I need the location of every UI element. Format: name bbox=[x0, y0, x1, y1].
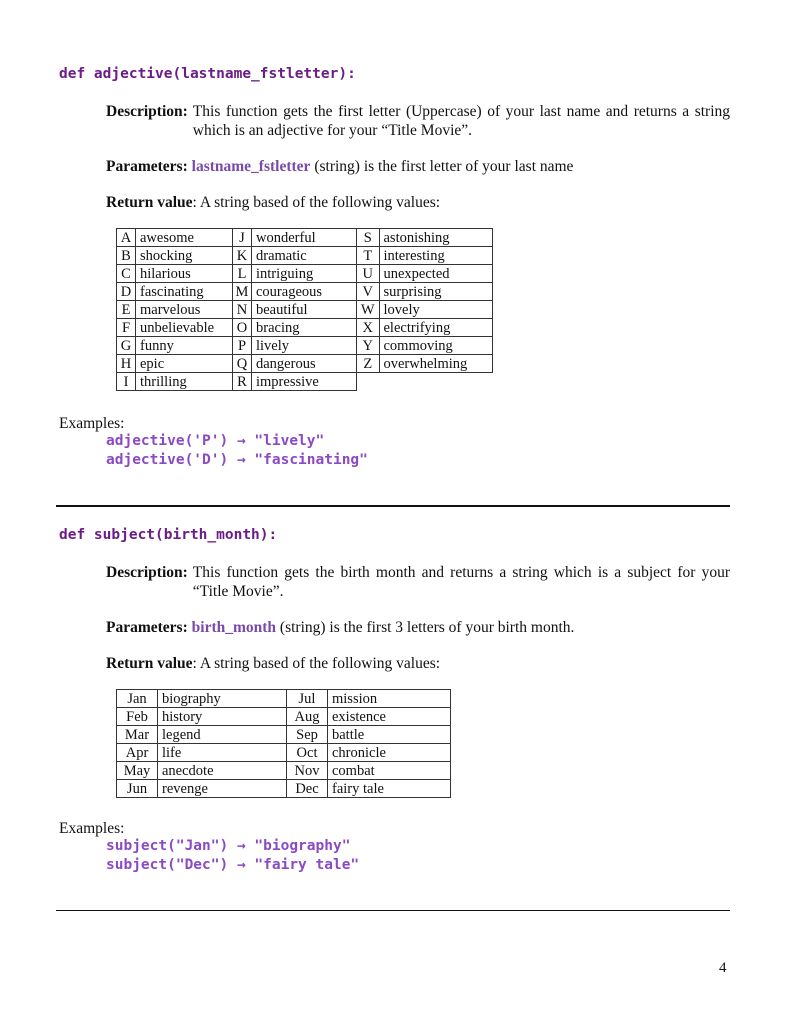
table-value-cell: beautiful bbox=[252, 301, 357, 319]
table-key-cell: H bbox=[117, 355, 136, 373]
adjective-examples-label: Examples: bbox=[59, 415, 125, 432]
parameters-label: Parameters: bbox=[106, 158, 188, 175]
section-divider bbox=[56, 910, 730, 911]
table-key-cell: Y bbox=[357, 337, 380, 355]
table-key-cell: K bbox=[233, 247, 252, 265]
adjective-signature: def adjective(lastname_fstletter): bbox=[59, 66, 356, 82]
table-value-cell: hilarious bbox=[136, 265, 233, 283]
subject-example-2: subject("Dec") → "fairy tale" bbox=[106, 857, 360, 873]
table-key-cell: Mar bbox=[117, 726, 158, 744]
table-key-cell: Aug bbox=[287, 708, 328, 726]
table-value-cell: overwhelming bbox=[379, 355, 492, 373]
table-empty-cell bbox=[357, 373, 380, 391]
table-row bbox=[117, 283, 493, 301]
table-row bbox=[117, 780, 451, 798]
table-value-cell: funny bbox=[136, 337, 233, 355]
table-value-cell: commoving bbox=[379, 337, 492, 355]
table-value-cell: battle bbox=[328, 726, 451, 744]
table-value-cell: legend bbox=[158, 726, 287, 744]
table-key-cell: A bbox=[117, 229, 136, 247]
table-value-cell: awesome bbox=[136, 229, 233, 247]
table-row bbox=[117, 247, 493, 265]
table-key-cell: Jul bbox=[287, 690, 328, 708]
parameter-text: (string) is the first 3 letters of your birth month. bbox=[276, 619, 575, 636]
table-key-cell: S bbox=[357, 229, 380, 247]
table-value-cell: courageous bbox=[252, 283, 357, 301]
table-key-cell: N bbox=[233, 301, 252, 319]
description-label: Description: bbox=[106, 564, 188, 581]
table-key-cell: Sep bbox=[287, 726, 328, 744]
table-key-cell: E bbox=[117, 301, 136, 319]
table-key-cell: Jun bbox=[117, 780, 158, 798]
subject-parameters bbox=[106, 618, 574, 637]
table-value-cell: interesting bbox=[379, 247, 492, 265]
table-value-cell: impressive bbox=[252, 373, 357, 391]
table-key-cell: Apr bbox=[117, 744, 158, 762]
table-row bbox=[117, 355, 493, 373]
adjective-example-2: adjective('D') → "fascinating" bbox=[106, 452, 368, 468]
table-value-cell: intriguing bbox=[252, 265, 357, 283]
table-empty-cell bbox=[379, 373, 492, 391]
table-row bbox=[117, 265, 493, 283]
table-row bbox=[117, 301, 493, 319]
table-value-cell: mission bbox=[328, 690, 451, 708]
table-key-cell: O bbox=[233, 319, 252, 337]
table-key-cell: Feb bbox=[117, 708, 158, 726]
description-text: This function gets the birth month and returns a string which is a subject for your “Title Movie”. bbox=[192, 564, 730, 600]
table-value-cell: dangerous bbox=[252, 355, 357, 373]
table-value-cell: epic bbox=[136, 355, 233, 373]
table-value-cell: wonderful bbox=[252, 229, 357, 247]
table-value-cell: bracing bbox=[252, 319, 357, 337]
adjective-letter-table bbox=[116, 228, 493, 391]
description-text: This function gets the first letter (Uppercase) of your last name and returns a string which is an adjective for your “Title Movie”. bbox=[192, 103, 730, 139]
adjective-return-value bbox=[106, 193, 440, 212]
table-row bbox=[117, 373, 493, 391]
table-key-cell: Nov bbox=[287, 762, 328, 780]
table-value-cell: biography bbox=[158, 690, 287, 708]
subject-month-table bbox=[116, 689, 451, 798]
table-value-cell: lively bbox=[252, 337, 357, 355]
table-key-cell: L bbox=[233, 265, 252, 283]
parameter-text: (string) is the first letter of your last name bbox=[310, 158, 574, 175]
table-key-cell: Dec bbox=[287, 780, 328, 798]
table-value-cell: fairy tale bbox=[328, 780, 451, 798]
table-value-cell: unbelievable bbox=[136, 319, 233, 337]
table-value-cell: life bbox=[158, 744, 287, 762]
table-row bbox=[117, 337, 493, 355]
table-key-cell: T bbox=[357, 247, 380, 265]
page-number: 4 bbox=[719, 960, 727, 976]
table-row bbox=[117, 726, 451, 744]
table-key-cell: V bbox=[357, 283, 380, 301]
table-key-cell: C bbox=[117, 265, 136, 283]
table-key-cell: I bbox=[117, 373, 136, 391]
table-value-cell: dramatic bbox=[252, 247, 357, 265]
adjective-parameters bbox=[106, 157, 573, 176]
table-value-cell: combat bbox=[328, 762, 451, 780]
table-key-cell: U bbox=[357, 265, 380, 283]
table-row bbox=[117, 762, 451, 780]
table-value-cell: existence bbox=[328, 708, 451, 726]
table-value-cell: revenge bbox=[158, 780, 287, 798]
table-key-cell: W bbox=[357, 301, 380, 319]
section-divider bbox=[56, 505, 730, 507]
table-key-cell: Jan bbox=[117, 690, 158, 708]
table-value-cell: thrilling bbox=[136, 373, 233, 391]
adjective-description bbox=[106, 102, 730, 140]
adjective-example-1: adjective('P') → "lively" bbox=[106, 433, 325, 449]
subject-example-1: subject("Jan") → "biography" bbox=[106, 838, 351, 854]
table-value-cell: marvelous bbox=[136, 301, 233, 319]
table-value-cell: lovely bbox=[379, 301, 492, 319]
table-key-cell: Oct bbox=[287, 744, 328, 762]
return-text: : A string based of the following values: bbox=[192, 655, 441, 672]
table-key-cell: J bbox=[233, 229, 252, 247]
table-value-cell: unexpected bbox=[379, 265, 492, 283]
table-key-cell: Z bbox=[357, 355, 380, 373]
table-row bbox=[117, 319, 493, 337]
table-value-cell: history bbox=[158, 708, 287, 726]
table-key-cell: R bbox=[233, 373, 252, 391]
table-key-cell: X bbox=[357, 319, 380, 337]
table-row bbox=[117, 690, 451, 708]
table-value-cell: astonishing bbox=[379, 229, 492, 247]
table-row bbox=[117, 744, 451, 762]
table-key-cell: Q bbox=[233, 355, 252, 373]
table-key-cell: F bbox=[117, 319, 136, 337]
table-value-cell: electrifying bbox=[379, 319, 492, 337]
subject-signature: def subject(birth_month): bbox=[59, 527, 278, 543]
table-value-cell: shocking bbox=[136, 247, 233, 265]
parameters-label: Parameters: bbox=[106, 619, 188, 636]
table-value-cell: anecdote bbox=[158, 762, 287, 780]
table-key-cell: P bbox=[233, 337, 252, 355]
subject-description bbox=[106, 563, 730, 601]
subject-return-value bbox=[106, 654, 440, 673]
table-row bbox=[117, 708, 451, 726]
table-key-cell: M bbox=[233, 283, 252, 301]
return-label: Return value bbox=[106, 655, 193, 672]
return-text: : A string based of the following values: bbox=[192, 194, 441, 211]
return-label: Return value bbox=[106, 194, 193, 211]
table-key-cell: May bbox=[117, 762, 158, 780]
description-label: Description: bbox=[106, 103, 188, 120]
table-row bbox=[117, 229, 493, 247]
subject-examples-label: Examples: bbox=[59, 820, 125, 837]
table-value-cell: chronicle bbox=[328, 744, 451, 762]
table-key-cell: D bbox=[117, 283, 136, 301]
parameter-name: lastname_fstletter bbox=[191, 158, 311, 175]
table-key-cell: G bbox=[117, 337, 136, 355]
table-key-cell: B bbox=[117, 247, 136, 265]
table-value-cell: surprising bbox=[379, 283, 492, 301]
parameter-name: birth_month bbox=[191, 619, 277, 636]
table-value-cell: fascinating bbox=[136, 283, 233, 301]
